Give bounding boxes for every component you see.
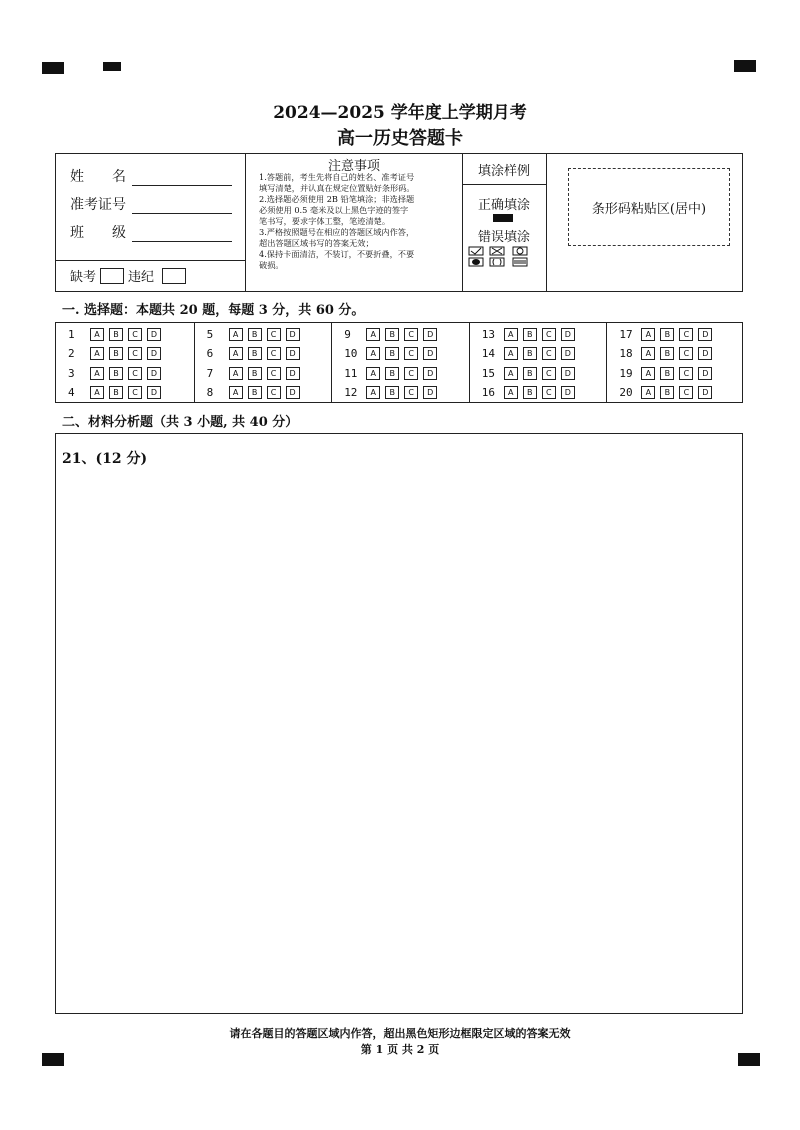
option-bubble[interactable]: D <box>286 328 300 341</box>
exam-number-label: 准考证号 <box>70 197 126 213</box>
question-number: 18 <box>619 347 633 360</box>
answer-area-q21[interactable] <box>55 433 743 1014</box>
name-label: 姓 名 <box>70 169 126 185</box>
note-line: 必须使用 0.5 毫米及以上黑色字迹的签字 <box>259 205 409 215</box>
question-number: 16 <box>481 386 496 399</box>
option-bubble[interactable]: A <box>90 347 104 360</box>
note-line: 超出答题区域书写的答案无效； <box>259 238 374 248</box>
question-number: 20 <box>619 386 633 399</box>
option-bubble[interactable]: D <box>698 367 712 380</box>
question-number: 11 <box>344 366 358 380</box>
page-subtitle: 高一历史答题卡 <box>337 128 463 149</box>
violation-checkbox[interactable] <box>162 268 186 284</box>
exam-number-field[interactable] <box>70 194 232 214</box>
option-bubble[interactable]: A <box>366 328 380 341</box>
option-bubble[interactable]: B <box>109 347 123 360</box>
question-number: 8 <box>206 386 214 399</box>
alignment-mark-top-left-2 <box>103 62 121 71</box>
option-bubble[interactable]: A <box>366 347 380 360</box>
option-bubble[interactable]: C <box>267 347 281 360</box>
option-bubble[interactable]: C <box>404 386 418 399</box>
option-bubble[interactable]: C <box>404 367 418 380</box>
notes-title: 注意事项 <box>327 159 380 174</box>
question-row <box>619 326 717 342</box>
wrong-fill-label: 错误填涂 <box>477 230 530 245</box>
option-bubble[interactable]: B <box>248 386 262 399</box>
question-row <box>344 385 442 401</box>
option-bubble[interactable]: D <box>147 347 161 360</box>
name-field[interactable] <box>70 166 232 186</box>
question-number: 19 <box>619 366 633 380</box>
option-bubble[interactable]: A <box>229 367 243 380</box>
option-bubble[interactable]: B <box>109 367 123 380</box>
question-row <box>207 326 305 342</box>
question-number: 4 <box>68 386 75 399</box>
absent-label: 缺考 <box>70 270 97 285</box>
question-row <box>344 326 442 342</box>
option-bubble[interactable]: A <box>90 367 104 380</box>
option-bubble[interactable]: B <box>385 328 399 341</box>
option-bubble[interactable]: C <box>267 328 281 341</box>
option-bubble[interactable]: A <box>641 328 655 341</box>
option-bubble[interactable]: B <box>109 386 123 399</box>
correct-fill-label: 正确填涂 <box>477 198 530 213</box>
option-bubble[interactable]: D <box>423 347 437 360</box>
option-bubble[interactable]: C <box>679 386 693 399</box>
option-bubble[interactable]: B <box>660 347 674 360</box>
absent-checkbox[interactable] <box>100 268 124 284</box>
question-row <box>344 365 442 381</box>
absent-violation-row <box>70 266 190 285</box>
option-bubble[interactable]: C <box>128 328 142 341</box>
note-line: 填写清楚，并认真在规定位置贴好条形码。 <box>259 183 415 193</box>
question-group <box>469 323 608 402</box>
sample-title: 填涂样例 <box>477 164 530 179</box>
option-bubble[interactable]: A <box>504 328 518 341</box>
option-bubble[interactable]: D <box>286 367 300 380</box>
alignment-mark-top-right <box>734 60 756 72</box>
question-group <box>194 323 333 402</box>
question-number: 10 <box>344 347 358 360</box>
option-bubble[interactable]: C <box>679 367 693 380</box>
wrong-fill-icons <box>468 246 542 268</box>
question-number: 7 <box>206 366 214 380</box>
question-number: 15 <box>481 366 496 380</box>
option-bubble[interactable]: C <box>542 328 556 341</box>
option-bubble[interactable]: D <box>423 367 437 380</box>
question-group <box>606 323 745 402</box>
note-line: 3.严格按照题号在相应的答题区域内作答， <box>259 227 415 237</box>
footer-warning: 请在各题目的答题区域内作答，超出黑色矩形边框限定区域的答案无效 <box>229 1027 571 1040</box>
option-bubble[interactable]: A <box>366 367 380 380</box>
option-bubble[interactable]: B <box>248 367 262 380</box>
option-bubble[interactable]: D <box>698 386 712 399</box>
question-number: 1 <box>68 327 75 341</box>
option-bubble[interactable]: C <box>542 367 556 380</box>
option-bubble[interactable]: C <box>404 347 418 360</box>
option-bubble[interactable]: A <box>366 386 380 399</box>
option-bubble[interactable]: D <box>561 328 575 341</box>
option-bubble[interactable]: A <box>504 367 518 380</box>
note-line: 1.答题前，考生先将自己的姓名、准考证号 <box>259 172 415 182</box>
page-title: 2024—2025 学年度上学期月考 <box>273 103 527 123</box>
option-bubble[interactable]: B <box>523 386 537 399</box>
option-bubble[interactable]: B <box>385 367 399 380</box>
option-bubble[interactable]: C <box>542 386 556 399</box>
option-bubble[interactable]: C <box>542 347 556 360</box>
option-bubble[interactable]: D <box>423 386 437 399</box>
option-bubble[interactable]: C <box>267 367 281 380</box>
exam-number-line[interactable] <box>132 199 232 214</box>
class-line[interactable] <box>132 227 232 242</box>
question-number: 13 <box>481 327 496 341</box>
option-bubble[interactable]: B <box>660 328 674 341</box>
note-line: 4.保持卡面清洁，不装订，不要折叠，不要 <box>259 249 415 259</box>
option-bubble[interactable]: D <box>147 386 161 399</box>
option-bubble[interactable]: A <box>641 367 655 380</box>
option-bubble[interactable]: D <box>561 347 575 360</box>
option-bubble[interactable]: A <box>641 347 655 360</box>
question-number: 5 <box>206 327 214 341</box>
question-row <box>207 385 305 401</box>
option-bubble[interactable]: A <box>504 347 518 360</box>
page-number: 第 1 页 共 2 页 <box>360 1043 440 1056</box>
option-bubble[interactable]: B <box>523 367 537 380</box>
note-line: 破损。 <box>259 260 284 270</box>
name-line[interactable] <box>132 171 232 186</box>
question-group <box>56 323 194 402</box>
option-bubble[interactable]: D <box>286 386 300 399</box>
note-line: 2.选择题必须使用 2B 铅笔填涂；非选择题 <box>259 194 415 204</box>
question-21-label: 21、(12 分) <box>62 451 148 467</box>
option-bubble[interactable]: B <box>248 328 262 341</box>
question-row <box>68 346 166 362</box>
barcode-area: 条形码粘贴区(居中) <box>568 168 730 246</box>
class-label: 班 级 <box>70 225 126 241</box>
option-bubble[interactable]: B <box>248 347 262 360</box>
option-bubble[interactable]: D <box>286 347 300 360</box>
option-bubble[interactable]: A <box>504 386 518 399</box>
question-row <box>68 365 166 381</box>
question-row <box>482 385 580 401</box>
option-bubble[interactable]: A <box>90 386 104 399</box>
option-bubble[interactable]: D <box>561 386 575 399</box>
option-bubble[interactable]: D <box>423 328 437 341</box>
question-row <box>68 385 166 401</box>
question-row <box>619 365 717 381</box>
option-bubble[interactable]: A <box>90 328 104 341</box>
option-bubble[interactable]: B <box>523 347 537 360</box>
option-bubble[interactable]: D <box>147 367 161 380</box>
option-bubble[interactable]: C <box>128 367 142 380</box>
alignment-mark-top-left <box>42 62 64 74</box>
correct-fill-sample <box>493 214 513 222</box>
violation-label: 违纪 <box>128 270 155 285</box>
option-bubble[interactable]: B <box>385 347 399 360</box>
option-bubble[interactable]: D <box>561 367 575 380</box>
question-group <box>331 323 470 402</box>
option-bubble[interactable]: A <box>641 386 655 399</box>
section-1-title: 一. 选择题：本题共 20 题，每题 3 分，共 60 分。 <box>62 303 365 318</box>
option-bubble[interactable]: A <box>229 386 243 399</box>
option-bubble[interactable]: B <box>660 367 674 380</box>
candidate-info-box <box>55 153 743 292</box>
note-line: 笔书写，要求字体工整，笔迹清楚。 <box>259 216 391 226</box>
option-bubble[interactable]: C <box>404 328 418 341</box>
option-bubble[interactable]: C <box>128 347 142 360</box>
option-bubble[interactable]: D <box>698 347 712 360</box>
option-bubble[interactable]: B <box>523 328 537 341</box>
question-number: 17 <box>619 327 633 341</box>
question-row <box>619 385 717 401</box>
option-bubble[interactable]: C <box>128 386 142 399</box>
option-bubble[interactable]: A <box>229 328 243 341</box>
question-row <box>207 365 305 381</box>
option-bubble[interactable]: D <box>147 328 161 341</box>
question-row <box>344 346 442 362</box>
option-bubble[interactable]: C <box>267 386 281 399</box>
question-row <box>207 346 305 362</box>
question-row <box>482 346 580 362</box>
question-number: 2 <box>68 347 75 360</box>
question-number: 6 <box>206 347 214 360</box>
question-row <box>68 326 166 342</box>
option-bubble[interactable]: A <box>229 347 243 360</box>
question-row <box>619 346 717 362</box>
section-2-title: 二、材料分析题（共 3 小题, 共 40 分） <box>62 415 299 430</box>
question-row <box>482 365 580 381</box>
question-number: 14 <box>481 347 496 360</box>
wrong-fill-samples <box>468 246 542 272</box>
question-number: 3 <box>68 366 75 380</box>
option-bubble[interactable]: D <box>698 328 712 341</box>
question-row <box>482 326 580 342</box>
option-bubble[interactable]: C <box>679 328 693 341</box>
multiple-choice-grid <box>55 322 743 403</box>
class-field[interactable] <box>70 222 232 242</box>
option-bubble[interactable]: B <box>109 328 123 341</box>
option-bubble[interactable]: B <box>385 386 399 399</box>
question-number: 9 <box>344 327 351 341</box>
question-number: 12 <box>344 386 358 399</box>
option-bubble[interactable]: B <box>660 386 674 399</box>
option-bubble[interactable]: C <box>679 347 693 360</box>
